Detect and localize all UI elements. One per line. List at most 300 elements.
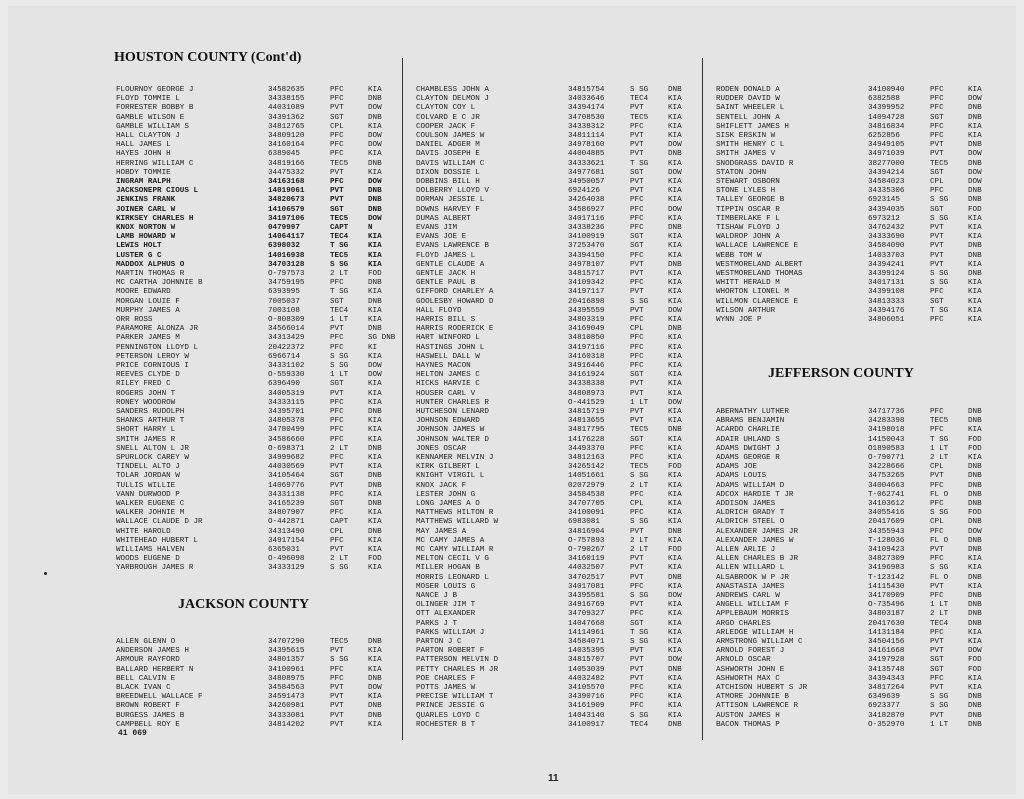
serial-number: 34394035 bbox=[868, 205, 905, 214]
roster-row bbox=[116, 445, 398, 454]
status: KIA bbox=[968, 260, 982, 269]
status: KIA bbox=[668, 362, 682, 370]
roster-row bbox=[116, 169, 398, 178]
roster-row bbox=[716, 472, 998, 481]
status: DNB bbox=[368, 444, 382, 453]
serial-number: 34338338 bbox=[568, 380, 605, 389]
roster-row bbox=[116, 206, 398, 215]
rank: 2 LT bbox=[330, 444, 349, 453]
roster-row bbox=[116, 86, 398, 95]
serial-number: 34197928 bbox=[868, 656, 905, 665]
roster-row bbox=[716, 445, 998, 454]
soldier-name: COOPER JACK F bbox=[416, 122, 476, 131]
serial-number: 34103612 bbox=[868, 500, 905, 508]
serial-number: 34333081 bbox=[268, 711, 305, 720]
serial-number: 34161924 bbox=[568, 371, 605, 380]
rank: PVT bbox=[330, 481, 344, 490]
status: DOW bbox=[968, 150, 982, 159]
roster-row bbox=[416, 408, 698, 417]
roster-row bbox=[416, 693, 698, 702]
serial-number: 34395615 bbox=[268, 647, 305, 656]
status: DNB bbox=[968, 251, 982, 260]
status: KIA bbox=[668, 297, 682, 306]
name-group bbox=[416, 454, 698, 500]
rank: PVT bbox=[630, 104, 644, 113]
roster-row bbox=[416, 261, 698, 270]
soldier-name: PARTON ROBERT F bbox=[416, 647, 485, 656]
serial-number: 34586660 bbox=[268, 435, 305, 444]
serial-number: 34801357 bbox=[268, 656, 305, 665]
rank: PFC bbox=[930, 426, 944, 435]
roster-row bbox=[116, 721, 398, 730]
roster-row bbox=[116, 279, 398, 288]
serial-number: 34586927 bbox=[568, 205, 605, 214]
serial-number: 6923145 bbox=[868, 196, 900, 205]
soldier-name: DUMAS ALBERT bbox=[416, 214, 471, 223]
soldier-name: YARBROUGH JAMES R bbox=[116, 564, 194, 573]
soldier-name: SNODGRASS DAVID R bbox=[716, 159, 794, 168]
rank: PFC bbox=[630, 610, 644, 619]
county-heading-houston: HOUSTON COUNTY (Cont'd) bbox=[114, 50, 302, 65]
roster-row bbox=[116, 316, 398, 325]
serial-number: 6924126 bbox=[568, 187, 600, 196]
name-group bbox=[416, 316, 698, 362]
status: KIA bbox=[368, 509, 382, 518]
roster-row bbox=[416, 215, 698, 224]
soldier-name: ALDRICH GRADY T bbox=[716, 509, 785, 518]
roster-row bbox=[716, 712, 998, 721]
roster-row bbox=[416, 426, 698, 435]
status: KIA bbox=[368, 86, 382, 94]
status: KIA bbox=[668, 316, 682, 324]
status: KIA bbox=[668, 610, 682, 619]
status: DNB bbox=[368, 674, 382, 683]
soldier-name: HUTCHESON LENARD bbox=[416, 408, 489, 416]
rank: PVT bbox=[330, 196, 344, 205]
roster-row bbox=[116, 537, 398, 546]
serial-number: 34803187 bbox=[868, 610, 905, 619]
soldier-name: HOBDY TOMMIE bbox=[116, 168, 171, 177]
serial-number: 14115430 bbox=[868, 582, 905, 591]
roster-row bbox=[116, 436, 398, 445]
rank: S SG bbox=[930, 196, 949, 205]
status: DNB bbox=[968, 619, 982, 628]
serial-number: 44031089 bbox=[268, 104, 305, 113]
rank: SGT bbox=[330, 205, 344, 214]
roster-row bbox=[116, 288, 398, 297]
roster-row bbox=[116, 141, 398, 150]
roster-row bbox=[116, 638, 398, 647]
soldier-name: LONG JAMES A O bbox=[416, 500, 480, 508]
roster-row bbox=[716, 86, 998, 95]
soldier-name: DORMAN JESSIE L bbox=[416, 196, 485, 205]
name-group bbox=[416, 638, 698, 684]
serial-number: 34313490 bbox=[268, 527, 305, 536]
rank: SGT bbox=[930, 297, 944, 306]
rank: PFC bbox=[330, 417, 344, 426]
soldier-name: MC CAMY WILLIAM R bbox=[416, 546, 494, 554]
roster-row bbox=[716, 509, 998, 518]
serial-number: 34394176 bbox=[868, 306, 905, 315]
soldier-name: SNELL ALTON L JR bbox=[116, 444, 189, 453]
status: KIA bbox=[668, 638, 682, 646]
serial-number: 34709327 bbox=[568, 610, 605, 619]
roster-row bbox=[416, 390, 698, 399]
serial-number: 34105570 bbox=[568, 684, 605, 692]
serial-number: 34197116 bbox=[568, 343, 605, 352]
name-group bbox=[416, 500, 698, 546]
roster-row bbox=[716, 693, 998, 702]
soldier-name: SANDERS RUDOLPH bbox=[116, 408, 185, 416]
rank: PFC bbox=[930, 316, 944, 324]
roster-row bbox=[116, 261, 398, 270]
status: DOW bbox=[668, 141, 682, 150]
page-number: 11 bbox=[548, 773, 559, 784]
name-group bbox=[416, 362, 698, 408]
serial-number: 34815719 bbox=[568, 408, 605, 416]
status: DOW bbox=[668, 205, 682, 214]
soldier-name: TINDELL ALTO J bbox=[116, 463, 180, 472]
soldier-name: COLVARD E C JR bbox=[416, 113, 480, 122]
roster-row bbox=[116, 252, 398, 261]
serial-number: 14106579 bbox=[268, 205, 305, 214]
rank: S SG bbox=[630, 518, 649, 527]
name-group bbox=[116, 86, 398, 132]
soldier-name: ARMOUR RAYFORD bbox=[116, 656, 180, 665]
soldier-name: ATCHISON HUBERT S JR bbox=[716, 684, 808, 692]
serial-number: 6252856 bbox=[868, 132, 900, 140]
soldier-name: MILLER HOGAN B bbox=[416, 564, 480, 573]
soldier-name: PETERSON LEROY W bbox=[116, 352, 189, 361]
rank: SGT bbox=[930, 168, 944, 177]
serial-number: 34033646 bbox=[568, 95, 605, 104]
soldier-name: ARGO CHARLES bbox=[716, 619, 771, 628]
serial-number: 6923377 bbox=[868, 702, 900, 711]
soldier-name: PRICE CORNIOUS I bbox=[116, 362, 189, 370]
serial-number: 34100961 bbox=[268, 665, 305, 674]
serial-number: 34808973 bbox=[568, 389, 605, 398]
roster-row bbox=[116, 114, 398, 123]
soldier-name: HUNTER CHARLES R bbox=[416, 398, 489, 407]
roster-row bbox=[116, 408, 398, 417]
roster-row bbox=[716, 160, 998, 169]
serial-number: 34283398 bbox=[868, 417, 905, 426]
status: KIA bbox=[668, 288, 682, 297]
roster-row bbox=[416, 141, 698, 150]
name-group bbox=[716, 454, 998, 500]
rank: PFC bbox=[630, 316, 644, 324]
roster-row bbox=[716, 316, 998, 325]
roster-row bbox=[716, 463, 998, 472]
serial-number: 34815707 bbox=[568, 656, 605, 665]
roster-row bbox=[416, 491, 698, 500]
serial-number: 34816834 bbox=[868, 122, 905, 131]
soldier-name: STATON JOHN bbox=[716, 168, 767, 177]
name-group bbox=[116, 316, 398, 362]
rank: PFC bbox=[630, 352, 644, 361]
soldier-name: INGRAM RALPH bbox=[116, 178, 171, 186]
roster-row bbox=[716, 629, 998, 638]
status: DOW bbox=[368, 371, 382, 380]
roster-row bbox=[116, 417, 398, 426]
rank: PFC bbox=[930, 555, 944, 564]
roster-row bbox=[116, 509, 398, 518]
rank: PVT bbox=[630, 601, 644, 610]
roster-row bbox=[116, 472, 398, 481]
rank: TEC5 bbox=[630, 113, 649, 122]
status: DNB bbox=[368, 297, 382, 306]
roster-row bbox=[116, 564, 398, 573]
name-group bbox=[716, 178, 998, 224]
serial-number: 44004885 bbox=[568, 150, 605, 159]
name-group bbox=[116, 500, 398, 546]
soldier-name: MAY JAMES A bbox=[416, 527, 467, 536]
soldier-name: ADAMS GEORGE R bbox=[716, 454, 780, 462]
status: DNB bbox=[968, 408, 982, 416]
status: KIA bbox=[668, 601, 682, 610]
serial-number: 34338236 bbox=[568, 224, 605, 232]
soldier-name: HELTON JAMES C bbox=[416, 371, 480, 380]
status: DOW bbox=[368, 178, 382, 186]
soldier-name: CLAYTON COY L bbox=[416, 104, 476, 113]
roster-row bbox=[116, 380, 398, 389]
serial-number: 34814202 bbox=[268, 720, 305, 729]
status: KIA bbox=[368, 720, 382, 729]
serial-number: 34806051 bbox=[868, 316, 905, 324]
serial-number: 34708530 bbox=[568, 113, 605, 122]
serial-number: 14114961 bbox=[568, 628, 605, 637]
soldier-name: KIRKSEY CHARLES H bbox=[116, 214, 194, 223]
status: DNB bbox=[968, 702, 982, 711]
status: DOW bbox=[368, 141, 382, 150]
roster-row bbox=[716, 132, 998, 141]
roster-row bbox=[416, 279, 698, 288]
status: KIA bbox=[368, 233, 382, 242]
roster-row bbox=[716, 721, 998, 730]
status: DOW bbox=[668, 656, 682, 665]
rank: PFC bbox=[930, 187, 944, 196]
status: KIA bbox=[968, 122, 982, 131]
serial-number: 34395581 bbox=[568, 592, 605, 600]
status: KIA bbox=[668, 352, 682, 361]
serial-number: 20422372 bbox=[268, 343, 305, 352]
soldier-name: EVANS LAWRENCE B bbox=[416, 242, 489, 251]
serial-number: 34394174 bbox=[568, 104, 605, 113]
status: FOD bbox=[368, 270, 382, 278]
serial-number: 34338155 bbox=[268, 95, 305, 104]
soldier-name: ARMSTRONG WILLIAM C bbox=[716, 638, 803, 646]
serial-number: 6349639 bbox=[868, 693, 900, 702]
rank: PFC bbox=[930, 527, 944, 536]
rank: PVT bbox=[630, 187, 644, 196]
roster-row bbox=[416, 380, 698, 389]
roster-row bbox=[716, 196, 998, 205]
status: DNB bbox=[968, 518, 982, 527]
soldier-name: ASHWORTH MAX C bbox=[716, 674, 780, 683]
status: DOW bbox=[668, 168, 682, 177]
soldier-name: TALLEY GEORGE B bbox=[716, 196, 785, 205]
rank: PFC bbox=[630, 693, 644, 702]
rank: FL O bbox=[930, 573, 949, 582]
rank: S SG bbox=[930, 509, 949, 518]
status: KIA bbox=[368, 490, 382, 499]
roster-row bbox=[116, 426, 398, 435]
serial-number: 34820673 bbox=[268, 196, 305, 205]
rank: S SG bbox=[330, 656, 349, 665]
rank: PVT bbox=[630, 527, 644, 536]
soldier-name: JOHNSON JAMES W bbox=[416, 426, 485, 435]
rank: PVT bbox=[930, 233, 944, 242]
status: DNB bbox=[368, 711, 382, 720]
roster-row bbox=[716, 206, 998, 215]
rank: 2 LT bbox=[630, 536, 649, 545]
roster-row bbox=[116, 555, 398, 564]
rank: TEC5 bbox=[930, 417, 949, 426]
status: KIA bbox=[668, 536, 682, 545]
soldier-name: WESTMORELAND THOMAS bbox=[716, 270, 803, 278]
soldier-name: KNOX NORTON W bbox=[116, 224, 176, 232]
rank: TEC5 bbox=[330, 159, 349, 168]
soldier-name: MARTIN THOMAS R bbox=[116, 270, 185, 278]
soldier-name: QUARLES LOYD C bbox=[416, 711, 480, 720]
soldier-name: HICKS HARVIE C bbox=[416, 380, 480, 389]
serial-number: 34017131 bbox=[868, 279, 905, 288]
soldier-name: CLAYTON DELMON J bbox=[416, 95, 489, 104]
serial-number: O-797573 bbox=[268, 270, 305, 278]
soldier-name: ROGERS JOHN T bbox=[116, 389, 176, 398]
rank: PVT bbox=[330, 693, 344, 702]
rank: PVT bbox=[930, 472, 944, 481]
soldier-name: TIPPIN OSCAR R bbox=[716, 205, 780, 214]
soldier-name: OTT ALEXANDER bbox=[416, 610, 476, 619]
soldier-name: SHIFLETT JAMES H bbox=[716, 122, 789, 131]
soldier-name: APPLEBAUM MORRIS bbox=[716, 610, 789, 619]
soldier-name: KNOX JACK F bbox=[416, 481, 467, 490]
status: DNB bbox=[968, 573, 982, 582]
soldier-name: WILLIAMS HALVEN bbox=[116, 546, 185, 554]
serial-number: 34135748 bbox=[868, 665, 905, 674]
soldier-name: WALKER EUGENE C bbox=[116, 500, 185, 508]
name-group bbox=[416, 546, 698, 592]
rank: PFC bbox=[930, 628, 944, 637]
status: DNB bbox=[668, 325, 682, 334]
serial-number: 6393995 bbox=[268, 288, 300, 297]
roster-row bbox=[116, 242, 398, 251]
serial-number: 34950057 bbox=[568, 178, 605, 186]
soldier-name: JOHNSON EDWARD bbox=[416, 417, 480, 426]
rank: PVT bbox=[630, 380, 644, 389]
rank: 1 LT bbox=[330, 371, 349, 380]
roster-row bbox=[716, 288, 998, 297]
soldier-name: ANDREWS CARL W bbox=[716, 592, 780, 600]
status: DOW bbox=[368, 214, 382, 223]
status: KIA bbox=[668, 509, 682, 518]
soldier-name: LEWIS HOLT bbox=[116, 242, 162, 251]
status: DOW bbox=[968, 527, 982, 536]
roster-row bbox=[716, 482, 998, 491]
serial-number: 34504156 bbox=[868, 638, 905, 646]
roster-row bbox=[716, 546, 998, 555]
roster-row bbox=[416, 399, 698, 408]
roster-row bbox=[116, 518, 398, 527]
roster-row bbox=[116, 684, 398, 693]
status: DNB bbox=[668, 260, 682, 269]
rank: PVT bbox=[630, 389, 644, 398]
status: KIA bbox=[668, 270, 682, 278]
roster-row bbox=[416, 666, 698, 675]
soldier-name: SMITH HENRY C L bbox=[716, 141, 785, 150]
rank: 1 LT bbox=[330, 316, 349, 324]
roster-row bbox=[116, 390, 398, 399]
status: KIA bbox=[368, 518, 382, 527]
status: DOW bbox=[968, 647, 982, 656]
roster-row bbox=[416, 629, 698, 638]
rank: PVT bbox=[330, 389, 344, 398]
roster-row bbox=[416, 574, 698, 583]
serial-number: 7003108 bbox=[268, 306, 300, 315]
serial-number: 34170909 bbox=[868, 592, 905, 600]
serial-number: 34100091 bbox=[568, 509, 605, 518]
roster-row bbox=[116, 224, 398, 233]
rank: S SG bbox=[330, 362, 349, 370]
status: DNB bbox=[968, 472, 982, 481]
status: KIA bbox=[968, 555, 982, 564]
rank: PFC bbox=[630, 205, 644, 214]
roster-row bbox=[716, 187, 998, 196]
rank: SGT bbox=[630, 242, 644, 251]
serial-number: 34803319 bbox=[568, 316, 605, 324]
roster-row bbox=[416, 417, 698, 426]
rank: PFC bbox=[330, 398, 344, 407]
roster-row bbox=[716, 298, 998, 307]
status: KIA bbox=[668, 417, 682, 426]
roster-row bbox=[416, 712, 698, 721]
serial-number: 34004663 bbox=[868, 481, 905, 490]
status: DNB bbox=[368, 527, 382, 536]
soldier-name: HASTINGS JOHN L bbox=[416, 343, 485, 352]
status: DNB bbox=[968, 159, 982, 168]
roster-row bbox=[716, 454, 998, 463]
roster-row bbox=[716, 491, 998, 500]
status: DNB bbox=[368, 95, 382, 104]
roster-row bbox=[716, 426, 998, 435]
serial-number: 34591473 bbox=[268, 693, 305, 702]
status: KIA bbox=[668, 647, 682, 656]
status: KIA bbox=[668, 444, 682, 453]
name-group bbox=[116, 546, 398, 574]
soldier-name: WHITEHEAD HUBERT L bbox=[116, 536, 199, 545]
soldier-name: HARRIS BILL S bbox=[416, 316, 476, 324]
name-group bbox=[116, 132, 398, 178]
roster-row bbox=[416, 463, 698, 472]
roster-row bbox=[716, 583, 998, 592]
serial-number: 34978107 bbox=[568, 260, 605, 269]
roster-row bbox=[416, 160, 698, 169]
serial-number: 6365031 bbox=[268, 546, 300, 554]
status: DNB bbox=[368, 279, 382, 288]
roster-row bbox=[416, 95, 698, 104]
soldier-name: PARKER JAMES M bbox=[116, 334, 180, 343]
soldier-name: ROCHESTER B T bbox=[416, 720, 476, 729]
soldier-name: ANDERSON JAMES H bbox=[116, 647, 189, 656]
rank: 2 LT bbox=[330, 270, 349, 278]
status: KIA bbox=[968, 426, 982, 435]
rank: T SG bbox=[930, 306, 949, 315]
status: DNB bbox=[368, 638, 382, 646]
rank: PFC bbox=[630, 251, 644, 260]
serial-number: 14150043 bbox=[868, 435, 905, 444]
status: N bbox=[368, 224, 373, 232]
